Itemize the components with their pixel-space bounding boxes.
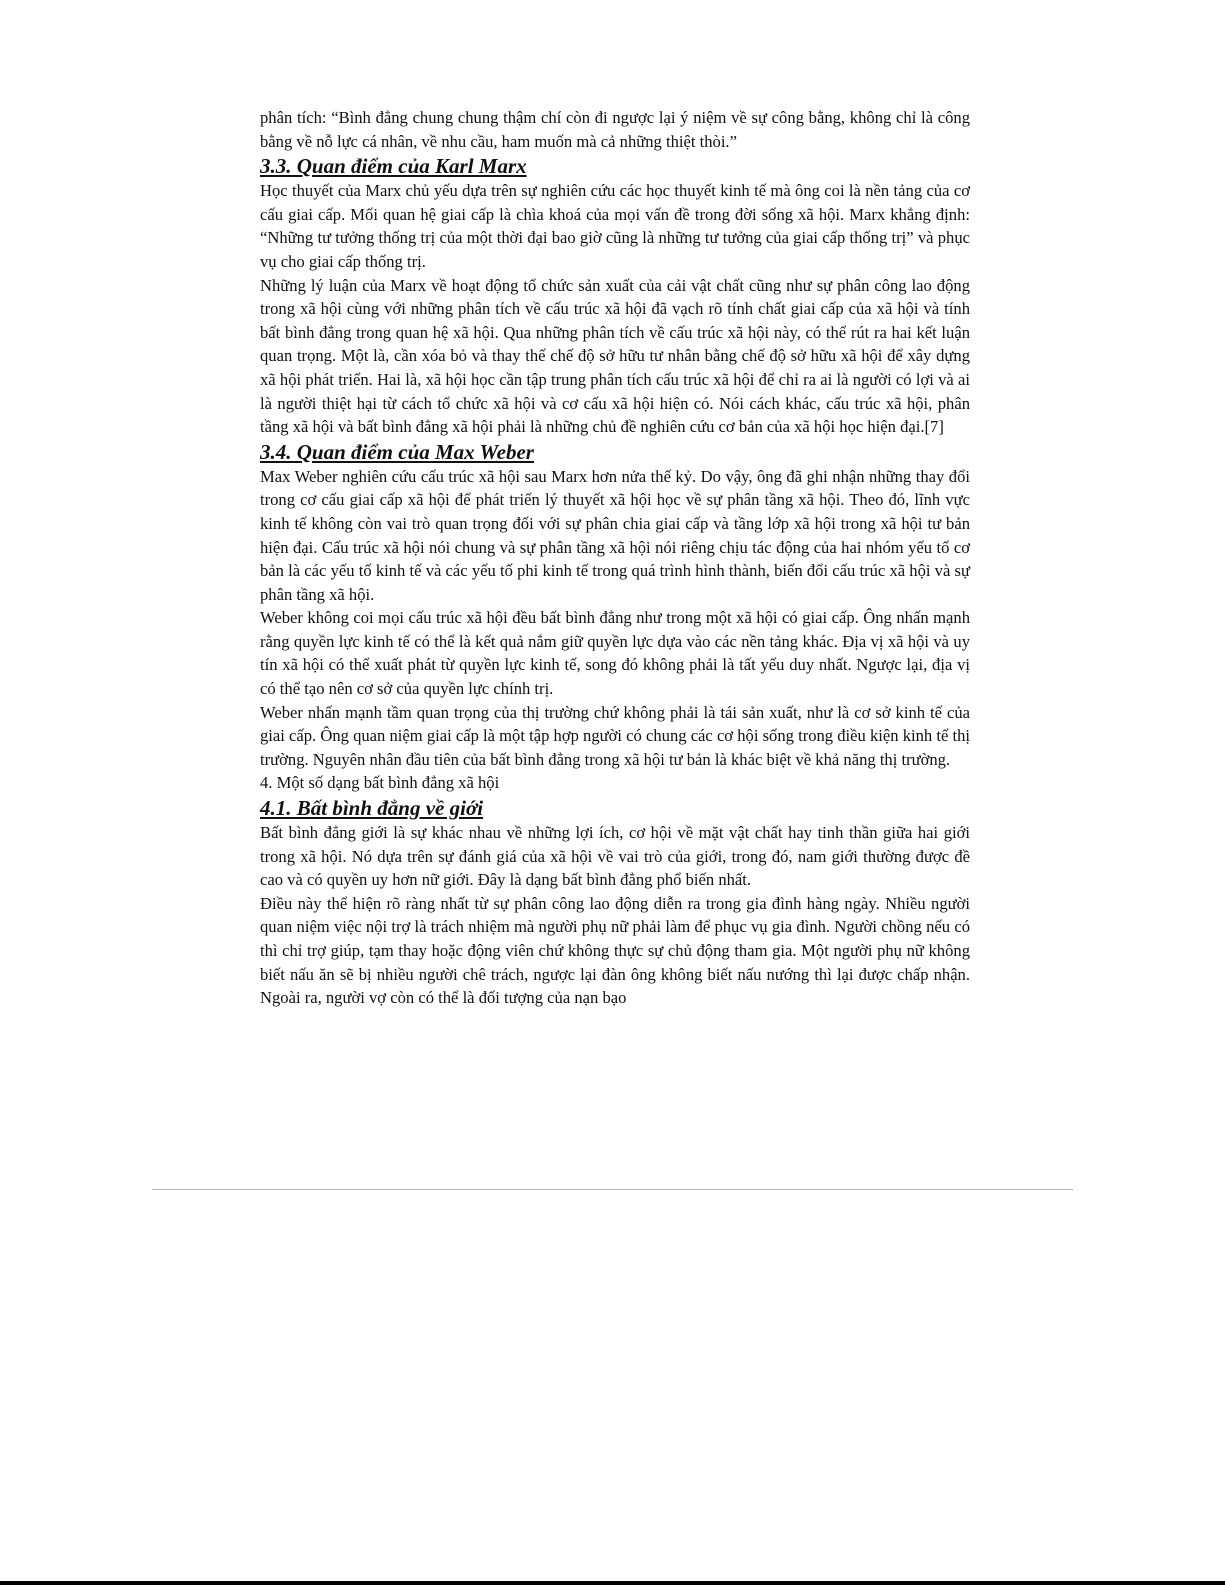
paragraph: Max Weber nghiên cứu cấu trúc xã hội sau Marx hơn nửa thế kỷ. Do vậy, ông đã ghi nhận những thay đổi trong cơ cấu giai cấp xã hội để phát triển lý thuyết xã hội học về sự phân tầng xã hội. Theo đó, lĩnh vực kinh tế không còn vai trò quan trọng đối với sự phân chia giai cấp và tầng lớp xã hội trong xã hội tư bản hiện đại. Cấu trúc xã hội nói chung và sự phân tầng xã hội nói riêng chịu tác động của hai nhóm yếu tố cơ bản là các yếu tố kinh tế và các yếu tố phi kinh tế trong quá trình hình thành, biến đổi cấu trúc xã hội và sự phân tầng xã hội. (260, 466, 970, 604)
section-heading-4-1: 4.1. Bất bình đẳng về giới (260, 796, 484, 821)
section-heading-3-3: 3.3. Quan điểm của Karl Marx (260, 154, 527, 179)
paragraph: Điều này thể hiện rõ ràng nhất từ sự phân công lao động diễn ra trong gia đình hàng ngày. Nhiều người quan niệm việc nội trợ là trách nhiệm mà người phụ nữ phải làm để phục vụ gia đình. Người chồng nếu có thì chỉ trợ giúp, tạm thay hoặc động viên chứ không thực sự chủ động tham gia. Một người phụ nữ không biết nấu ăn sẽ bị nhiều người chê trách, ngược lại đàn ông không biết nấu nướng thì lại được chấp nhận. Ngoài ra, người vợ còn có thể là đối tượng của nạn bạo (260, 893, 970, 1008)
intro-paragraph: phân tích: “Bình đẳng chung chung thậm chí còn đi ngược lại ý niệm về sự công bằng, không chỉ là công bằng về nỗ lực cá nhân, về nhu cầu, ham muốn mà cả những thiệt thòi.” (260, 108, 970, 151)
paragraph: Những lý luận của Marx về hoạt động tổ chức sản xuất của cải vật chất cũng như sự phân công lao động trong xã hội cùng với những phân tích về cấu trúc xã hội đã vạch rõ tính chất giai cấp của xã hội và tính bất bình đẳng trong quan hệ xã hội. Qua những phân tích về cấu trúc xã hội này, có thể rút ra hai kết luận quan trọng. Một là, cần xóa bỏ và thay thế chế độ sở hữu tư nhân bằng chế độ sở hữu xã hội để xây dựng xã hội phát triển. Hai là, xã hội học cần tập trung phân tích cấu trúc xã hội để chỉ ra ai là người có lợi và ai là người thiệt hại từ cách tổ chức xã hội và cơ cấu xã hội hiện có. Nói cách khác, cấu trúc xã hội, phân tầng xã hội và bất bình đẳng xã hội phải là những chủ đề nghiên cứu cơ bản của xã hội học hiện đại.[7] (260, 275, 970, 437)
page-divider (152, 1189, 1073, 1190)
paragraph: Weber nhấn mạnh tầm quan trọng của thị trường chứ không phải là tái sản xuất, như là cơ sở kinh tế của giai cấp. Ông quan niệm giai cấp là một tập hợp người có chung các cơ hội sống trong điều kiện kinh tế thị trường. Nguyên nhân đầu tiên của bất bình đẳng trong xã hội tư bản là khác biệt về khả năng thị trường. (260, 702, 970, 769)
bottom-edge (0, 1581, 1225, 1585)
paragraph: Học thuyết của Marx chủ yếu dựa trên sự nghiên cứu các học thuyết kinh tế mà ông coi là nền tảng của cơ cấu giai cấp. Mối quan hệ giai cấp là chìa khoá của mọi vấn đề trong đời sống xã hội. Marx khẳng định: “Những tư tưởng thống trị của một thời đại bao giờ cũng là những tư tưởng của giai cấp thống trị” và phục vụ cho giai cấp thống trị. (260, 181, 970, 271)
section-heading-4: 4. Một số dạng bất bình đẳng xã hội (260, 773, 500, 793)
paragraph: Weber không coi mọi cấu trúc xã hội đều bất bình đẳng như trong một xã hội có giai cấp. Ông nhấn mạnh rằng quyền lực kinh tế có thể là kết quả nắm giữ quyền lực dựa vào các nền tảng khác. Địa vị xã hội và uy tín xã hội có thể xuất phát từ quyền lực kinh tế, song đó không phải là tất yếu duy nhất. Ngược lại, địa vị có thể tạo nên cơ sở của quyền lực chính trị. (260, 608, 970, 699)
document-body (260, 106, 970, 1010)
paragraph: Bất bình đẳng giới là sự khác nhau về những lợi ích, cơ hội về mặt vật chất hay tinh thần giữa hai giới trong xã hội. Nó dựa trên sự đánh giá của xã hội về vai trò của giới, trong đó, nam giới thường được đề cao và có quyền uy hơn nữ giới. Đây là dạng bất bình đẳng phổ biến nhất. (260, 823, 970, 890)
section-heading-3-4: 3.4. Quan điểm của Max Weber (260, 439, 534, 464)
